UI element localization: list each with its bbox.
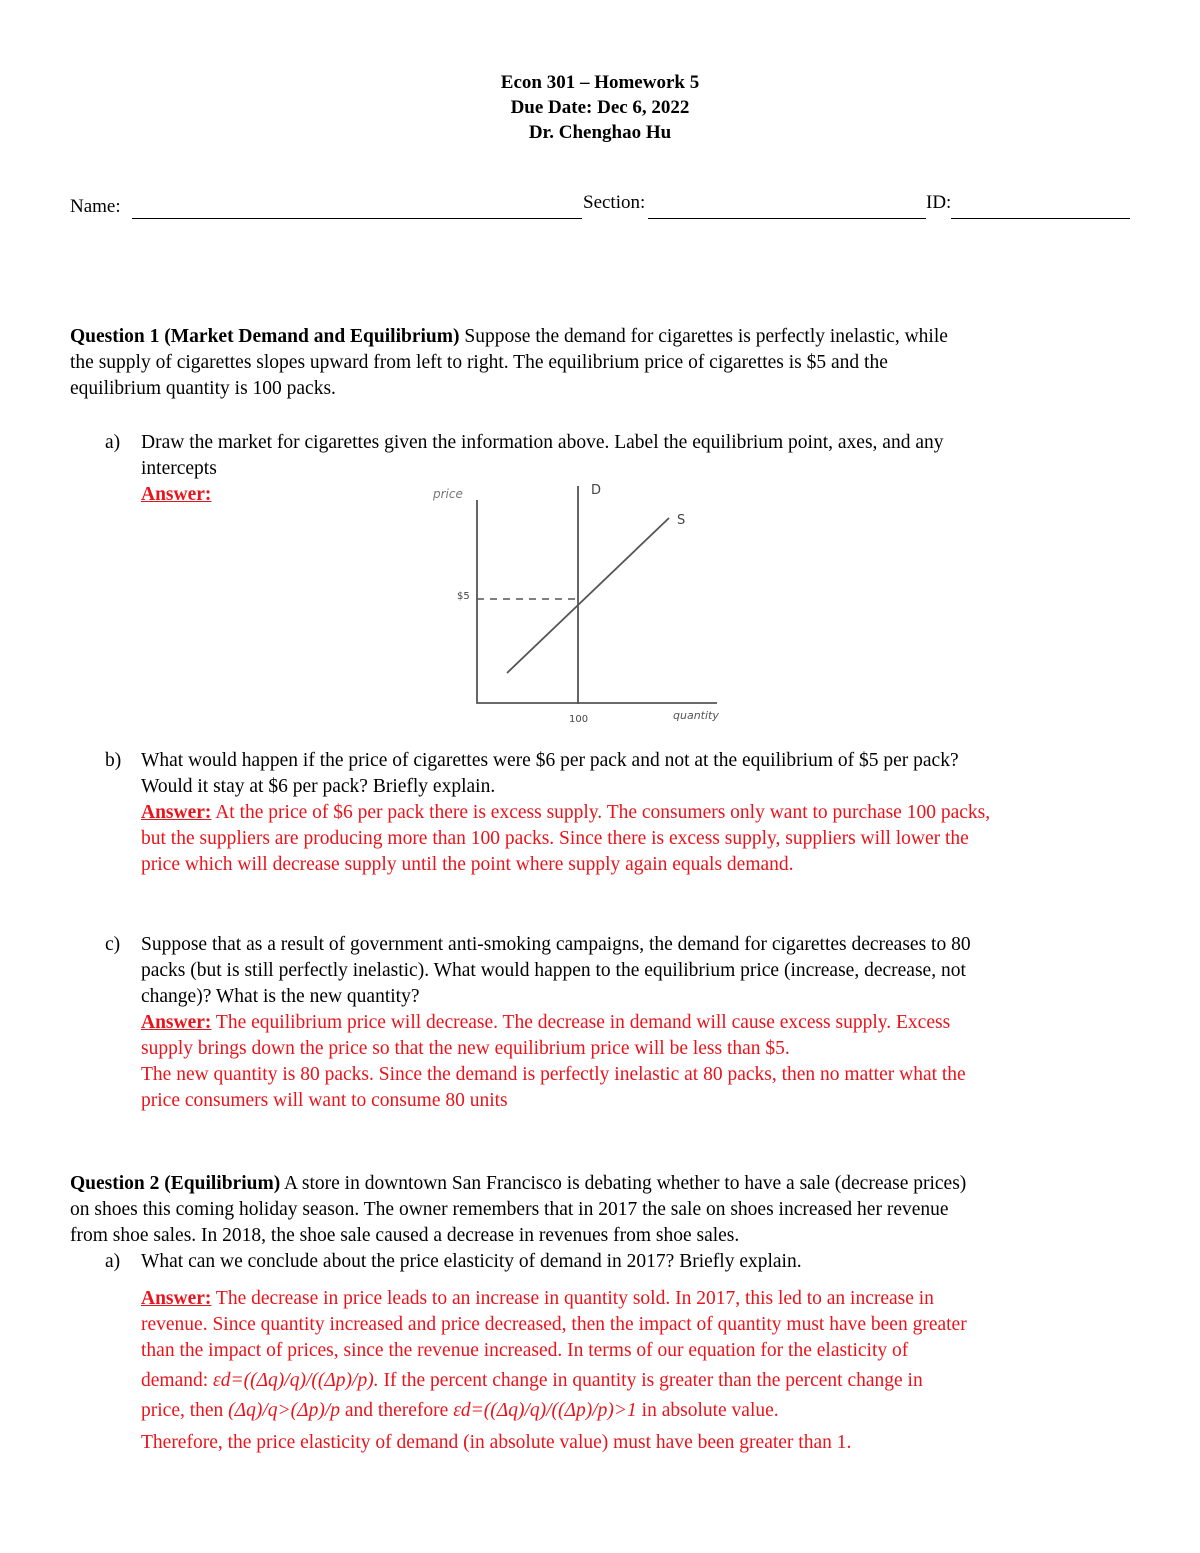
q1c-label: c) <box>105 934 121 955</box>
id-field[interactable] <box>951 218 1130 219</box>
q2a-answer-text: price, then <box>141 1400 229 1421</box>
quantity-axis-label: quantity <box>673 709 719 722</box>
q2a-answer-line: The decrease in price leads to an increase in quantity sold. In 2017, this led to an increase in <box>211 1288 934 1309</box>
question-1-line: the supply of cigarettes slopes upward from left to right. The equilibrium price of cigarettes is $5 and the <box>70 352 888 373</box>
q2a-answer-text: and therefore <box>340 1400 454 1421</box>
axes <box>477 500 717 703</box>
id-label: ID: <box>926 192 952 213</box>
question-2-line: A store in downtown San Francisco is debating whether to have a sale (decrease prices) <box>280 1173 967 1194</box>
q1c-line: packs (but is still perfectly inelastic). What would happen to the equilibrium price (increase, decrease, not <box>141 960 966 981</box>
section-label: Section: <box>583 192 646 213</box>
due-date: Due Date: Dec 6, 2022 <box>510 97 690 118</box>
supply-curve <box>507 518 669 673</box>
q1c-answer-line: supply brings down the price so that the new equilibrium price will be less than $5. <box>141 1038 790 1059</box>
q1b-line: What would happen if the price of cigarettes were $6 per pack and not at the equilibrium of $5 per pack? <box>141 750 959 771</box>
question-1-heading: Question 1 (Market Demand and Equilibrium) <box>70 326 460 347</box>
price-axis-label: price <box>433 487 463 501</box>
q1c-answer-label: Answer: <box>141 1012 212 1033</box>
q1b-answer-line: but the suppliers are producing more than 100 packs. Since there is excess supply, suppliers will lower the <box>141 828 969 849</box>
q2a-answer-text: in absolute value. <box>636 1400 779 1421</box>
name-field[interactable] <box>132 218 582 219</box>
supply-label: S <box>677 513 686 528</box>
name-label: Name: <box>70 196 121 217</box>
q1a-answer-label: Answer: <box>141 484 212 505</box>
q2a-answer-label: Answer: <box>141 1288 212 1309</box>
course-title: Econ 301 – Homework 5 <box>500 72 700 93</box>
q2a-answer-text: If the percent change in quantity is greater than the percent change in <box>378 1370 923 1391</box>
question-2-heading: Question 2 (Equilibrium) <box>70 1173 281 1194</box>
elasticity-formula: εd=((Δq)/q)/((Δp)/p). <box>213 1370 379 1391</box>
question-1 <box>70 324 948 402</box>
document-header <box>0 70 1200 145</box>
q2a-answer-line: than the impact of prices, since the revenue increased. In terms of our equation for the elasticity of <box>141 1340 909 1361</box>
q1b-answer-label: Answer: <box>141 802 212 823</box>
q1c-answer-line: price consumers will want to consume 80 units <box>141 1090 508 1111</box>
q1b-prompt <box>141 748 990 878</box>
demand-label: D <box>591 483 602 498</box>
supply-demand-graph <box>425 478 745 723</box>
q2a-answer-text: demand: <box>141 1370 214 1391</box>
question-2-line: on shoes this coming holiday season. The owner remembers that in 2017 the sale on shoes increased her revenue <box>70 1199 949 1220</box>
quantity-tick-label: 100 <box>569 714 589 723</box>
q2a-prompt: What can we conclude about the price elasticity of demand in 2017? Briefly explain. <box>141 1251 802 1272</box>
elasticity-greater-formula: εd=((Δq)/q)/((Δp)/p)>1 <box>453 1400 637 1421</box>
q2a-label: a) <box>105 1251 121 1272</box>
q1b-label: b) <box>105 750 122 771</box>
question-1-line: equilibrium quantity is 100 packs. <box>70 378 336 399</box>
q2a-conclusion: Therefore, the price elasticity of demand (in absolute value) must have been greater than 1. <box>141 1432 852 1453</box>
q1b-line: Would it stay at $6 per pack? Briefly explain. <box>141 776 496 797</box>
inequality-formula: (Δq)/q>(Δp)/p <box>228 1400 341 1421</box>
q1a-line: Draw the market for cigarettes given the information above. Label the equilibrium point, axes, and any <box>141 432 944 453</box>
q1c-answer-line: The new quantity is 80 packs. Since the demand is perfectly inelastic at 80 packs, then no matter what the <box>141 1064 966 1085</box>
question-2 <box>70 1171 966 1249</box>
q1c-line: Suppose that as a result of government anti-smoking campaigns, the demand for cigarettes decreases to 80 <box>141 934 971 955</box>
q1c-answer-line: The equilibrium price will decrease. The decrease in demand will cause excess supply. Excess <box>211 1012 951 1033</box>
q1b-answer-line: price which will decrease supply until the point where supply again equals demand. <box>141 854 794 875</box>
price-tick-label: $5 <box>457 591 470 602</box>
q1c-line: change)? What is the new quantity? <box>141 986 420 1007</box>
question-1-line: Suppose the demand for cigarettes is perfectly inelastic, while <box>459 326 948 347</box>
question-2-line: from shoe sales. In 2018, the shoe sale caused a decrease in revenues from shoe sales. <box>70 1225 740 1246</box>
q1b-answer-line: At the price of $6 per pack there is excess supply. The consumers only want to purchase 100 packs, <box>211 802 991 823</box>
section-field[interactable] <box>648 218 926 219</box>
instructor-name: Dr. Chenghao Hu <box>528 122 672 143</box>
q1c-prompt <box>141 932 971 1114</box>
q2a-answer-line: revenue. Since quantity increased and price decreased, then the impact of quantity must have been greater <box>141 1314 967 1335</box>
q1a-line: intercepts <box>141 458 217 479</box>
q1a-label: a) <box>105 432 121 453</box>
q2a-answer <box>141 1286 967 1456</box>
